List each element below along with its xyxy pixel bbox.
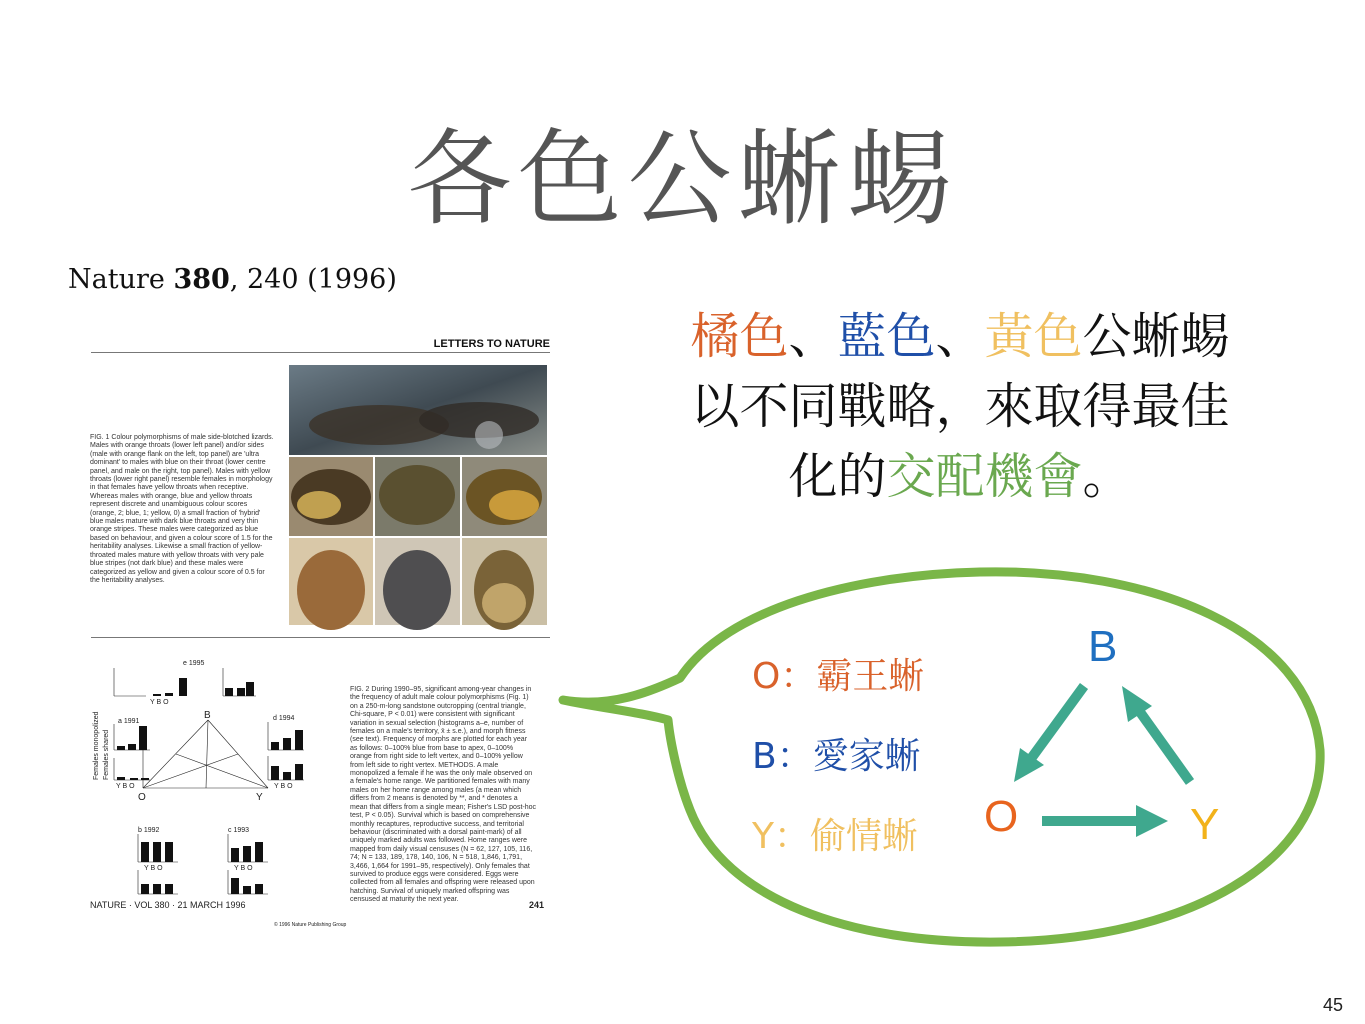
panel-c-label: c 1993 bbox=[228, 827, 250, 834]
legend-item-y bbox=[752, 808, 918, 859]
citation-volume: 380 bbox=[173, 264, 230, 295]
description-line-2: 以不同戰略，來取得最佳 bbox=[690, 378, 1230, 435]
legend-item-b bbox=[752, 728, 921, 779]
node-y: Y bbox=[1190, 800, 1220, 849]
triangle-o: O bbox=[138, 792, 146, 803]
description-line-1 bbox=[650, 302, 1270, 372]
triangle-y: Y bbox=[256, 792, 263, 803]
arrow-y-to-b bbox=[1140, 712, 1190, 782]
blue-text: 藍色 bbox=[837, 308, 936, 365]
fig1-caption: FIG. 1 Colour polymorphisms of male side-blotched lizards. Males with orange throats (lower left panel) and/or sides (male with orange flank on the left, top panel) are 'ultra dominant' to males with blue on their throat (lower centre panel, and male on the right, top panel). Males with yellow throats (lower right panel) resemble females in morphology in that females have yellow throats when receptive. Whereas males with orange, blue and yellow throats represent discrete and unambiguous colour scores (orange, 2; blue, 1; yellow, 0) a small fraction of 'hybrid' blue males mature with dark blue throats and very thin orange stripes. These males were categorized as blue based on behaviour, and given a colour score of 1.5 for the heritability analyses. Likewise a small fraction of yellow-throated males mature with yellow throats with very pale blue stripes (not dark blue) and these males were categorized as yellow and given a colour score of 0.5 for the heritability analyses. bbox=[90, 434, 274, 584]
xtick-label: Y B O bbox=[144, 865, 163, 872]
arrow-b-to-o bbox=[1030, 686, 1084, 760]
separator: 、 bbox=[935, 308, 985, 365]
citation bbox=[68, 264, 397, 295]
yellow-text: 黃色 bbox=[984, 308, 1083, 365]
line-end: 公蜥蜴 bbox=[1082, 308, 1230, 365]
axis-label-top: Females monopolized bbox=[93, 711, 100, 780]
paper-header: LETTERS TO NATURE bbox=[433, 338, 550, 350]
xtick-label: Y B O bbox=[274, 783, 293, 790]
separator: 、 bbox=[788, 308, 838, 365]
paper-footer-left: NATURE · VOL 380 · 21 MARCH 1996 bbox=[90, 900, 246, 910]
legend-o-text: O：霸王蜥 bbox=[752, 656, 925, 697]
node-b: B bbox=[1088, 622, 1118, 671]
legend-y-text: Y：偷情蜥 bbox=[752, 816, 919, 857]
paper-footer-right bbox=[529, 900, 544, 910]
page-number: 45 bbox=[1322, 995, 1343, 1015]
legend-b-text: B：愛家蜥 bbox=[752, 736, 921, 777]
node-o: O bbox=[984, 792, 1019, 841]
description-line-3 bbox=[650, 442, 1270, 512]
speech-bubble bbox=[550, 560, 1350, 960]
arrows-group bbox=[1014, 686, 1190, 837]
arrow-o-to-y-head bbox=[1136, 805, 1168, 837]
xtick-label: Y B O bbox=[150, 699, 169, 706]
axis-label-bottom: Females shared bbox=[103, 729, 110, 780]
figure-divider bbox=[91, 637, 550, 638]
panel-a-label: a 1991 bbox=[118, 718, 140, 725]
line-end: 。 bbox=[1082, 448, 1132, 505]
green-text: 交配機會 bbox=[886, 448, 1083, 505]
lizard-photos bbox=[289, 365, 547, 625]
header-rule bbox=[91, 352, 550, 353]
panel-e-label: e 1995 bbox=[183, 660, 205, 667]
paper-page-number: 241 bbox=[528, 900, 544, 910]
line-start: 化的 bbox=[788, 448, 887, 505]
legend-item-o bbox=[752, 648, 924, 699]
cycle-arrows bbox=[1000, 660, 1220, 840]
description bbox=[650, 302, 1270, 512]
citation-journal: Nature bbox=[68, 264, 165, 295]
slide-title: 各色公蜥蜴 bbox=[407, 118, 958, 240]
fig2-caption: FIG. 2 During 1990–95, significant among-year changes in the frequency of adult male colour polymorphisms (Fig. 1) on a 250-m-long sandstone outcropping (central triangle, Chi-square, P < 0.01) were consistent with significant variation in sexual selection (histograms a–e, number of females on a male's territory, x̄ ± s.e.), and morph fitness (see text). Frequency of morphs are plotted for each year as follows: 0–100% blue from base to apex, 0–100% orange from right side to left vertex, and 0–100% yellow from left side to right vertex. METHODS. A male monopolized a female if he was the only male observed on a female's home range. We partitioned females with many males on her home range among males (a mean which differs from 2 means is denoted by **, and * denotes a mean that differs from a single mean; Fisher's LSD post-hoc test, P < 0.05). Survival which is based on comprehensive monthly recaptures, reproductive success, and territorial behaviour (discriminated with a dorsal paint-mark) of all uniquely marked adults was followed. Home ranges were mapped from daily visual censuses (N = 62, 127, 105, 116, 74; N = 133, 189, 178, 140, 106, N = 518, 1,846, 1,791, 3,466, 1,664 for 1991–95, respectively). Only females that survived to produce eggs were considered. Eggs were collected from all females and offspring were released upon hatching. Survival of uniquely marked offspring was censused at maturity the next year. bbox=[350, 686, 537, 904]
xtick-label: Y B O bbox=[234, 865, 253, 872]
citation-rest: , 240 (1996) bbox=[229, 264, 397, 295]
triangle-b: B bbox=[204, 710, 211, 721]
fig2-graphic bbox=[88, 650, 338, 910]
paper-figure bbox=[88, 330, 550, 930]
xtick-label: Y B O bbox=[116, 783, 135, 790]
panel-b-label: b 1992 bbox=[138, 827, 160, 834]
paper-copyright: © 1996 Nature Publishing Group bbox=[274, 922, 347, 928]
orange-text: 橘色 bbox=[690, 308, 789, 365]
panel-d-label: d 1994 bbox=[273, 715, 295, 722]
